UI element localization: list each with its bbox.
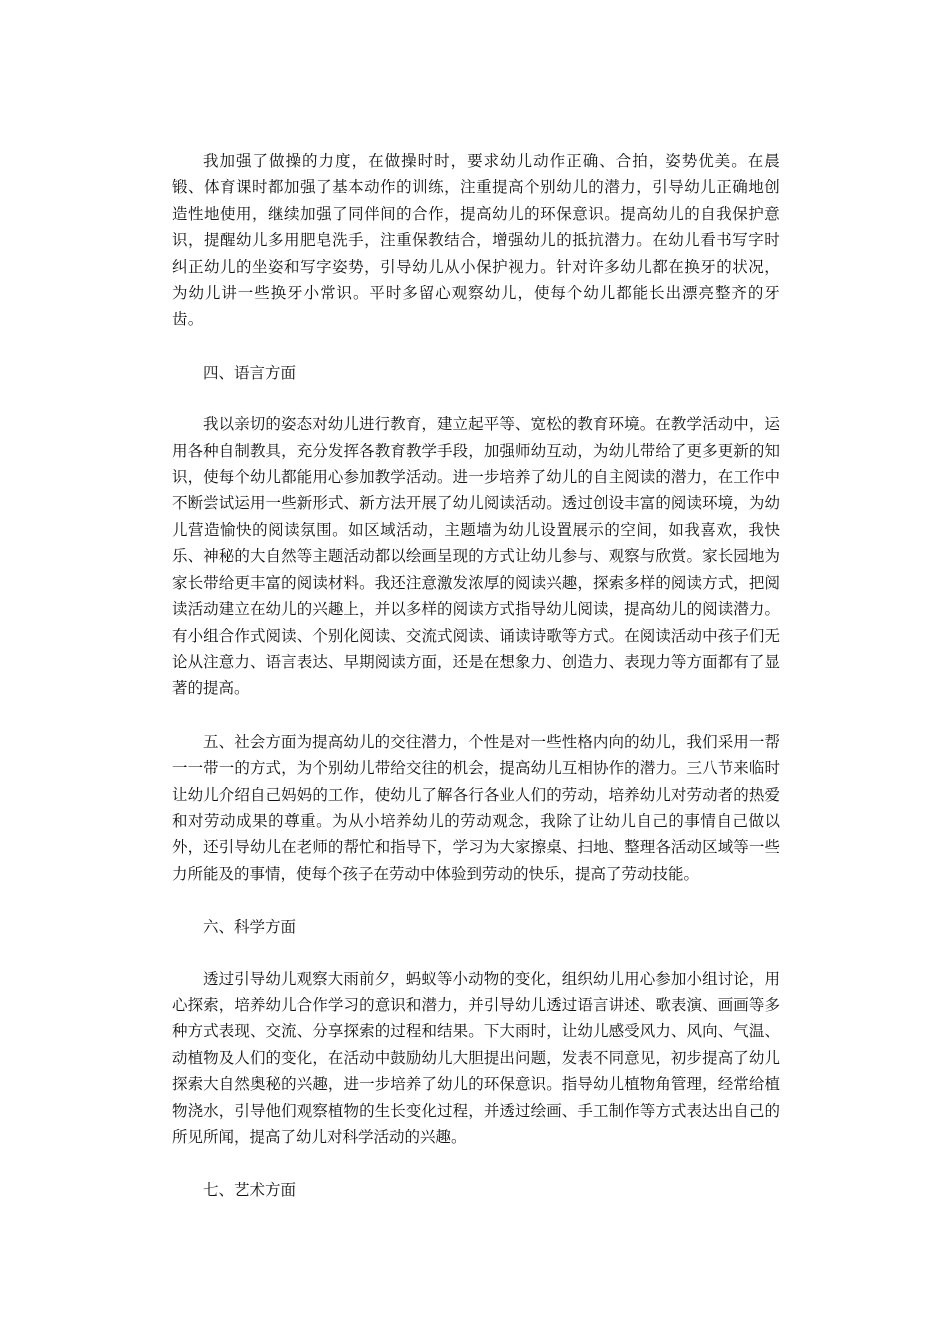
spacer [172,333,780,360]
heading-language: 四、语言方面 [203,363,297,382]
spacer [172,386,780,411]
heading-science: 六、科学方面 [203,918,297,937]
paragraph-science: 透过引导幼儿观察大雨前夕，蚂蚁等小动物的变化，组织幼儿用心参加小组讨论，用心探索，培养幼儿合作学习的意识和潜力，并引导幼儿透过语言讲述、歌表演、画画等多种方式表现、交流、分享探索的过程和结果。下大雨时，让幼儿感受风力、风向、气温、动植物及人们的变化，在活动中鼓励幼儿大胆提出问题，发表不同意见，初步提高了幼儿探索大自然奥秘的兴趣，进一步培养了幼儿的环保意识。指导幼儿植物角管理，经常给植物浇水，引导他们观察植物的生长变化过程，并透过绘画、手工制作等方式表达出自己的所见所闻，提高了幼儿对科学活动的兴趣。 [172,969,780,1146]
paragraph-language: 我以亲切的姿态对幼儿进行教育，建立起平等、宽松的教育环境。在教学活动中，运用各种自制教具，充分发挥各教育教学手段，加强师幼互动，为幼儿带给了更多更新的知识，使每个幼儿都能用心参加教学活动。进一步培养了幼儿的自主阅读的潜力，在工作中不断尝试运用一些新形式、新方法开展了幼儿阅读活动。透过创设丰富的阅读环境，为幼儿营造愉快的阅读氛围。如区域活动，主题墙为幼儿设置展示的空间，如我喜欢，我快乐、神秘的大自然等主题活动都以绘画呈现的方式让幼儿参与、观察与欣赏。家长园地为家长带给更丰富的阅读材料。我还注意激发浓厚的阅读兴趣，探索多样的阅读方式，把阅读活动建立在幼儿的兴趣上，并以多样的阅读方式指导幼儿阅读，提高幼儿的阅读潜力。有小组合作式阅读、个别化阅读、交流式阅读、诵读诗歌等方式。在阅读活动中孩子们无论从注意力、语言表达、早期阅读方面，还是在想象力、创造力、表现力等方面都有了显著的提高。 [172,415,780,698]
paragraph-physical-education: 我加强了做操的力度，在做操时时，要求幼儿动作正确、合拍，姿势优美。在晨锻、体育课时都加强了基本动作的训练，注重提高个别幼儿的潜力，引导幼儿正确地创造性地使用，继续加强了同伴间的合作，提高幼儿的环保意识。提高幼儿的自我保护意识，提醒幼儿多用肥皂洗手，注重保教结合，增强幼儿的抵抗潜力。在幼儿看书写字时纠正幼儿的坐姿和写字姿势，引导幼儿从小保护视力。针对许多幼儿都在换牙的状况，为幼儿讲一些换牙小常识。平时多留心观察幼儿，使每个幼儿都能长出漂亮整齐的牙齿。 [172,152,780,329]
spacer [172,941,780,966]
document-body [172,148,780,1204]
spacer [172,1150,780,1177]
spacer [172,887,780,914]
paragraph-social: 五、社会方面为提高幼儿的交往潜力，个性是对一些性格内向的幼儿，我们采用一帮一一带一的方式，为个别幼儿带给交往的机会，提高幼儿互相协作的潜力。三八节来临时让幼儿介绍自己妈妈的工作，使幼儿了解各行各业人们的劳动，培养幼儿对劳动者的热爱和对劳动成果的尊重。为从小培养幼儿的劳动观念，我除了让幼儿自己的事情自己做以外，还引导幼儿在老师的帮忙和指导下，学习为大家擦桌、扫地、整理各活动区域等一些力所能及的事情，使每个孩子在劳动中体验到劳动的快乐，提高了劳动技能。 [172,732,780,883]
heading-art: 七、艺术方面 [203,1181,297,1200]
spacer [172,702,780,729]
